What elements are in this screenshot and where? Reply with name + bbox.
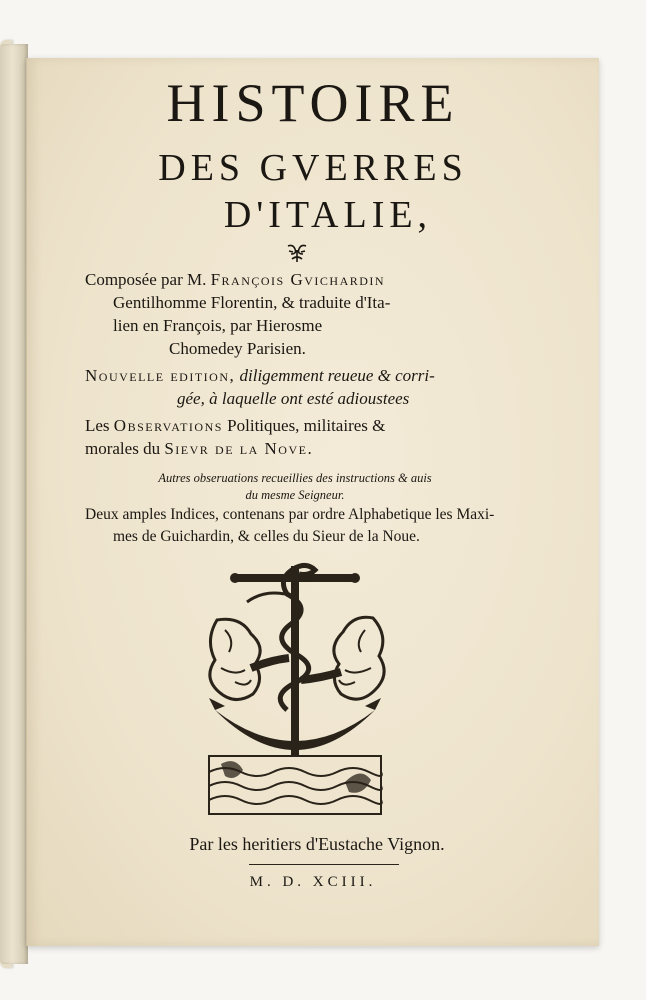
composee-prefix: Composée par M. xyxy=(85,270,207,289)
title-page xyxy=(26,58,599,946)
edition-label: Nouvelle edition, xyxy=(85,366,236,385)
composee-line-3: lien en François, par Hierosme xyxy=(113,316,323,335)
title-line-2: DES GVERRES xyxy=(158,147,468,189)
edition-italic-2: gée, à laquelle ont esté adioustees xyxy=(177,389,410,408)
edition-italic-1: diligemment reueue & corri- xyxy=(239,366,435,385)
edition-paragraph xyxy=(85,364,505,410)
composee-line-2: Gentilhomme Florentin, & traduite d'Ita- xyxy=(113,293,391,312)
indices-line-1: Deux amples Indices, contenans par ordre Alphabetique les Maxi- xyxy=(85,506,495,523)
imprint-rule xyxy=(249,864,399,865)
observations-word: Observations xyxy=(113,416,223,435)
printers-device-woodcut xyxy=(195,560,395,820)
book-binding-edge xyxy=(0,44,28,964)
observations-rest: Politiques, militaires & xyxy=(227,416,386,435)
autres-line-2: du mesme Seigneur. xyxy=(245,488,345,502)
fleuron-ornament-icon xyxy=(285,242,309,264)
observations-author: Sievr de la Nove. xyxy=(164,439,314,458)
publication-date: M. D. XCIII. xyxy=(249,874,377,890)
autres-line-1: Autres obseruations recueillies des instructions & auis xyxy=(158,471,432,485)
observations-paragraph xyxy=(85,414,505,460)
indices-line-2: mes de Guichardin, & celles du Sieur de la Noue. xyxy=(113,528,420,545)
title-line-1: HISTOIRE xyxy=(166,73,460,133)
indices-paragraph xyxy=(85,504,505,548)
author-name: François Gvichardin xyxy=(210,270,386,289)
imprint-line: Par les heritiers d'Eustache Vignon. xyxy=(189,834,445,854)
autres-paragraph xyxy=(105,470,485,504)
title-line-3: D'ITALIE, xyxy=(223,194,433,236)
observations-prefix: Les xyxy=(85,416,110,435)
observations-line2-prefix: morales du xyxy=(85,439,161,458)
composee-line-4: Chomedey Parisien. xyxy=(169,339,306,358)
author-paragraph xyxy=(85,268,505,360)
